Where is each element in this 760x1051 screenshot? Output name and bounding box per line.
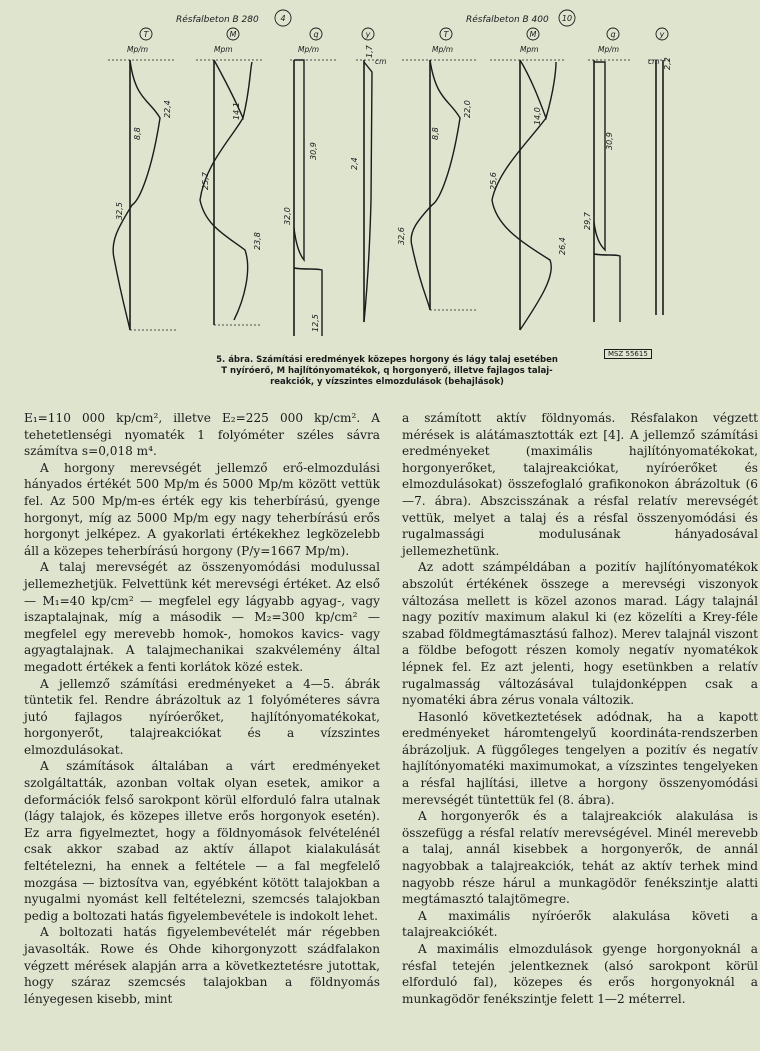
svg-text:1,7: 1,7 [365,45,374,58]
panel-M-2 [489,60,567,330]
svg-text:12,5: 12,5 [311,314,320,332]
panel-letter-y-1: y [365,30,371,39]
svg-text:30,9: 30,9 [309,142,318,160]
paragraph: A talaj merevségét az összenyomódási modulussal jellemezhetjük. Felvettünk két merevségi értéket. Az első — M₁=40 kp/cm² — megfelel egy lágyabb agyag-, vagy iszaptalajnak, míg a második — M₂=300 kp/cm² — megfelel egy merevebb homok-, homokos kavics- vagy agyagtalajnak. A talajmechanikai szakvélemény által megadott értékek a fenti korlátok közé estek. [24,560,380,674]
group2-title: Résfalbeton B 400 [466,15,549,25]
svg-text:14,0: 14,0 [533,107,542,125]
svg-text:14,1: 14,1 [232,102,241,120]
left-column [24,410,380,1007]
figure-caption [212,355,562,388]
figure-diagram [0,0,760,400]
svg-text:23,8: 23,8 [253,232,262,250]
paragraph: A maximális nyíróerők alakulása követi a talajreakciókét. [402,908,758,940]
panel-q-1 [283,60,336,336]
figure-5 [0,0,760,400]
caption-line-2: T nyíróerő, M hajlítónyomatékok, q horgonyerő, illetve fajlagos talaj- [221,366,553,376]
paragraph: a számított aktív földnyomás. Résfalakon végzett mérések is alátámasztották ezt [4]. A jellemző számítási eredményeket (maximális hajlítónyomatékokat, horgonyerőket, talajreakciókat, nyíróerőket és elmozdulásokat) összefoglaló grafikonokon ábrázoltuk (6—7. ábra). Abszcisszának a résfal relatív merevségét vettük, melyet a talaj és a résfal összenyomódási és rugalmassági modulusának hányadosával jellemezhetünk. [402,411,758,558]
svg-text:25,7: 25,7 [201,172,210,190]
svg-text:29,7: 29,7 [583,212,592,230]
svg-text:2,4: 2,4 [350,157,359,170]
panel-y-1 [350,44,380,322]
svg-text:32,5: 32,5 [115,202,124,220]
svg-text:32,0: 32,0 [283,207,292,225]
svg-text:22,4: 22,4 [163,100,172,118]
paragraph: A jellemző számítási eredményeket a 4—5. ábrák tüntetik fel. Rendre ábrázoltuk az 1 folyóméteres sávra jutó fajlagos nyíróerőket, hajlítónyomatékokat, horgonyerőt, talajreakciókat és a vízszintes elmozdulásokat. [24,676,380,757]
unit-T-2: Mp/m [432,45,454,54]
paragraph: A maximális elmozdulások gyenge horgonyoknál a résfal tetején jelentkeznek (alsó sarokpont körül elforduló fal), közepes és erős horgonyoknál a munkagödör fenékszintje felett 1—2 méterrel. [402,942,758,1006]
svg-text:8,8: 8,8 [133,127,142,140]
paragraph: Hasonló következtetések adódnak, ha a kapott eredményeket háromtengelyű koordináta-rendszerben ábrázoljuk. A függőleges tengelyen a pozitív és negatív hajlítónyomatéki maximumokat, a vízszintes tengelyeken a résfal hajlítási, illetve a horgony összenyomódási merevségét tüntettük fel (8. ábra). [402,709,758,807]
paragraph: A horgonyerők és a talajreakciók alakulása is összefügg a résfal relatív merevségével. Minél merevebb a talaj, annál kisebbek a horgonyerők, de annál nagyobbak a talajreakciók, tehát az aktív terhek mind nagyobb része hárul a munkagödör fenékszintje alatti megtámasztó talajtömegre. [402,809,758,907]
panel-letter-q-1: q [313,30,319,39]
caption-line-1: 5. ábra. Számítási eredmények közepes horgony és lágy talaj esetében [216,355,558,365]
panel-M-1 [196,60,262,325]
panel-T-2 [397,60,476,310]
paragraph: A számítások általában a várt eredményeket szolgáltatták, azonban voltak olyan esetek, amikor a deformációk felső sarokpont körül elforduló falra utalnak (lágy talajok, és közepes illetve erős horgonyok esetén). Ez arra figyelmeztet, hogy a földnyomások felvételénél csak akkor szabad az aktív állapot kialakulását feltételezni, ha ennek a feltétele — a fal megfelelő mozgása — biztosítva van, egyébként kötött talajokban a nyugalmi nyomást kell feltételezni, szemcsés talajokban pedig a boltozati hatás figyelembevétele is indokolt lehet. [24,759,380,923]
unit-q-1: Mp/m [298,45,320,54]
unit-M-2: Mpm [520,45,539,54]
svg-text:22,0: 22,0 [463,100,472,118]
paragraph: A boltozati hatás figyelembevételét már régebben javasolták. Rowe és Ohde kihorgonyzott szádfalakon végzett mérések alapján arra a következtetésre jutottak, hogy száraz szemcsés talajokban a földnyomás lényegesen kisebb, mint [24,925,380,1006]
panel-letter-q-2: q [610,30,616,39]
panel-letter-M-1: M [229,30,237,39]
figure-stamp: MSZ 55615 [604,349,652,359]
paragraph: Az adott számpéldában a pozitív hajlítónyomatékok abszolút értékének összege a merevségi viszonyok változása mellett is közel azonos marad. Lágy talajnál nagy pozitív maximum alakul ki (ez közelíti a Krey-féle szabad földmegtámasztású falhoz). Merev talajnál viszont a földbe befogott részen komoly negatív nyomatékok lépnek fel. Ez azt jelenti, hogy esetünkben a relatív rugalmasság változásával tulajdonképpen csak a nyomatéki ábra zérus vonala változik. [402,560,758,708]
panel-y-2 [648,57,672,315]
svg-text:2,2: 2,2 [663,57,672,70]
group2-number: 10 [561,14,573,23]
unit-y-1: cm [375,57,387,66]
panel-q-2 [583,60,632,322]
unit-y-2: cm [648,57,660,66]
svg-text:8,8: 8,8 [431,127,440,140]
panel-letter-T-1: T [143,30,149,39]
svg-text:25,6: 25,6 [489,172,498,190]
unit-T-1: Mp/m [127,45,149,54]
panel-letter-M-2: M [529,30,537,39]
group1-number: 4 [280,14,286,23]
panel-T-1 [108,60,176,330]
caption-line-3: reakciók, y vízszintes elmozdulások (behajlások) [270,377,504,387]
unit-q-2: Mp/m [598,45,620,54]
svg-text:30,9: 30,9 [605,132,614,150]
unit-M-1: Mpm [214,45,233,54]
svg-text:26,4: 26,4 [558,237,567,255]
panel-letter-y-2: y [659,30,665,39]
paragraph: A horgony merevségét jellemző erő-elmozdulási hányados értékét 500 Mp/m és 5000 Mp/m között vettük fel. Az 500 Mp/m-es érték egy kis teherbírású, gyenge horgonyt, míg az 5000 Mp/m egy nagy teherbírású erős horgonyt jelképez. A gyakorlati értékekhez legközelebb áll a közepes teherbírású horgony (P/y=1667 Mp/m). [24,460,380,558]
panel-letter-T-2: T [443,30,449,39]
right-column [402,410,758,1007]
paragraph: E₁=110 000 kp/cm², illetve E₂=225 000 kp/cm². A tehetetlenségi nyomaték 1 folyóméter széles sávra számítva s=0,018 m⁴. [24,411,380,459]
group1-title: Résfalbeton B 280 [176,15,259,25]
svg-text:32,6: 32,6 [397,227,406,245]
